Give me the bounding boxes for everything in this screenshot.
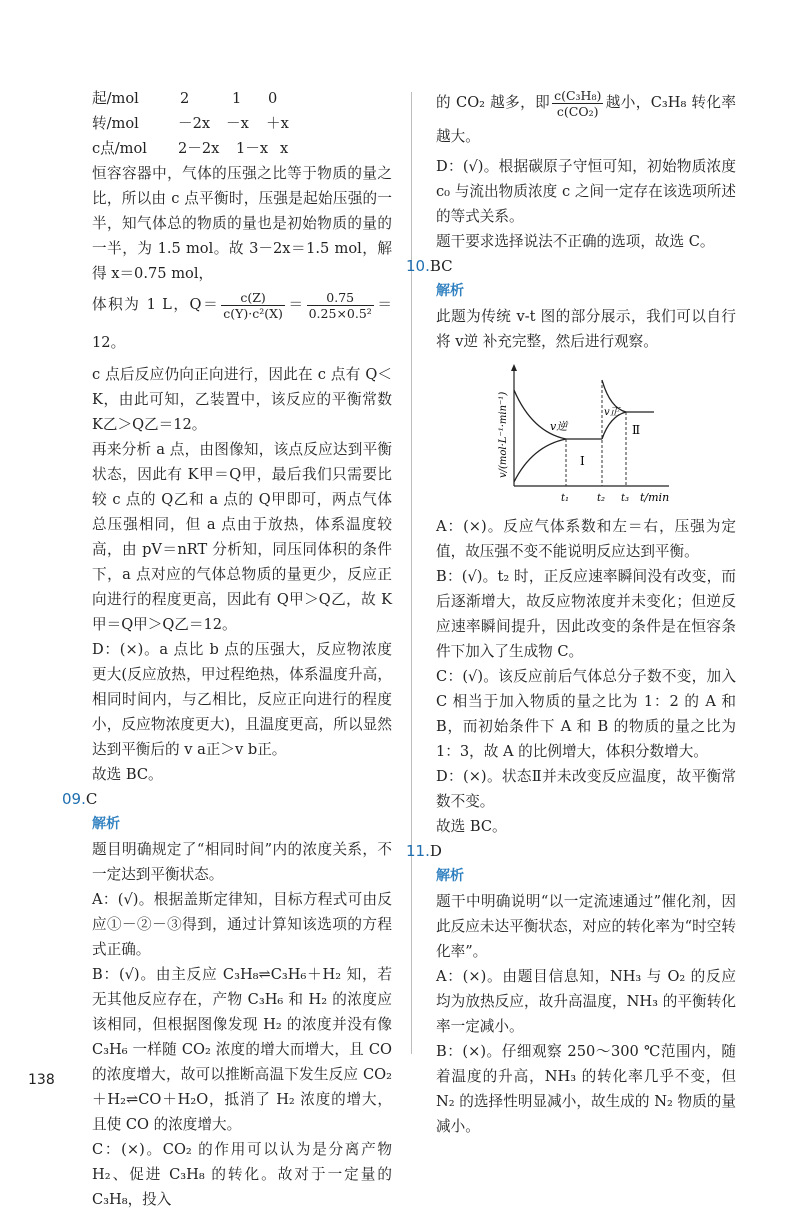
- question-heading: [406, 839, 736, 864]
- paragraph: [92, 286, 392, 362]
- paragraph: 故选 BC。: [92, 766, 163, 783]
- cell: 1－x: [236, 140, 269, 157]
- numerator: c(C₃H₈): [554, 87, 602, 103]
- row-label: c点/mol: [92, 140, 147, 157]
- fraction: [552, 88, 603, 119]
- paragraph: B：(√)。t₂ 时，正反应速率瞬间没有改变，而后逐渐增大，故反应物浓度并未变化；但逆反应速率瞬间提升，因此改变的条件是在恒容条件下加入了生成物 C。: [436, 568, 736, 660]
- paragraph: A：(×)。反应气体系数和左＝右，压强为定值，故压强不变不能说明反应达到平衡。: [436, 518, 736, 560]
- numerator: c(Z): [221, 290, 285, 306]
- analysis-label: 解析: [436, 868, 464, 884]
- question-answer: C: [85, 790, 98, 808]
- vt-graph: [494, 360, 694, 510]
- denominator: c(CO₂): [556, 103, 599, 119]
- cell: 0: [268, 90, 278, 107]
- row-label: 转/mol: [92, 115, 139, 132]
- paragraph: D：(×)。a 点比 b 点的压强大，反应物浓度更大(反应放热，甲过程绝热，体系温度升高，相同时间内，与乙相比，反应正向进行的程度小，反应物浓度更大)，且温度更高，所以显然达到平衡后的 v a正＞v b正。: [92, 641, 392, 758]
- t2-label: t₂: [597, 493, 606, 504]
- t3-label: t₃: [621, 493, 630, 504]
- cell: －2x: [178, 115, 211, 132]
- text: 的 CO₂ 越多，即: [436, 94, 551, 111]
- paragraph: D：(×)。状态Ⅱ并未改变反应温度，故平衡常数不变。: [436, 768, 736, 810]
- denominator: c(Y)·c²(X): [223, 305, 283, 321]
- text: ＝12。: [92, 296, 392, 351]
- paragraph: A：(×)。由题目信息知，NH₃ 与 O₂ 的反应均为放热反应，故升高温度，NH₃ 的平衡转化率一定减小。: [436, 968, 736, 1035]
- paragraph: C：(√)。该反应前后气体总分子数不变，加入 C 相当于加入物质的量之比为 1：2 的 A 和 B，而初始条件下 A 和 B 的物质的量之比为 1：3，故 A 的比例增大，体积分数增大。: [436, 668, 736, 760]
- text: 越小，C₃H₈ 转化率越大。: [436, 94, 736, 145]
- v-zheng-curve: [514, 439, 566, 482]
- row-label: 起/mol: [92, 90, 139, 107]
- question-heading: [406, 254, 736, 279]
- paragraph: D：(√)。根据碳原子守恒可知，初始物质浓度 c₀ 与流出物质浓度 c 之间一定存在该选项所述的等式关系。: [436, 158, 736, 225]
- paragraph: 题目明确规定了“相同时间”内的浓度关系，不一定达到平衡状态。: [92, 841, 392, 883]
- left-column: [62, 86, 392, 1212]
- paragraph: 题干中明确说明“以一定流速通过”催化剂，因此反应未达平衡状态，对应的转化率为“时空转化率”。: [436, 893, 736, 960]
- table-row: [92, 111, 392, 136]
- analysis-label: 解析: [92, 816, 120, 832]
- cell: x: [280, 140, 289, 157]
- paragraph: 故选 BC。: [436, 818, 507, 835]
- question-heading: [62, 787, 392, 812]
- y-axis-label: v/(mol·L⁻¹·min⁻¹): [498, 391, 509, 478]
- table-row: [92, 136, 392, 161]
- question-number: 09.: [62, 790, 86, 808]
- right-column: [406, 86, 736, 1139]
- paragraph: A：(√)。根据盖斯定律知，目标方程式可由反应①－②－③得到，通过计算知该选项的方程式正确。: [92, 891, 392, 958]
- paragraph: 此题为传统 v-t 图的部分展示，我们可以自行将 v逆 补充完整，然后进行观察。: [436, 308, 736, 350]
- t1-label: t₁: [561, 493, 570, 504]
- cell: 2－2x: [178, 140, 220, 157]
- text: 体积为 1 L，Q＝: [92, 296, 220, 313]
- question-number: 11.: [406, 842, 430, 860]
- numerator: 0.75: [307, 290, 374, 306]
- region-1-label: Ⅰ: [580, 454, 585, 468]
- fraction: [221, 290, 285, 321]
- column-divider: [411, 92, 412, 1054]
- v-zheng-label: v正: [604, 407, 620, 418]
- text: ＝: [286, 296, 305, 313]
- table-row: [92, 86, 392, 111]
- paragraph: [436, 86, 736, 154]
- question-answer: D: [429, 842, 442, 860]
- cell: ＋x: [266, 115, 289, 132]
- paragraph: C：(×)。CO₂ 的作用可以认为是分离产物 H₂、促进 C₃H₈ 的转化。故对于一定量的 C₃H₈，投入: [92, 1141, 392, 1208]
- paragraph: B：(√)。由主反应 C₃H₈⇌C₃H₆＋H₂ 知，若无其他反应存在，产物 C₃H₆ 和 H₂ 的浓度应该相同，但根据图像发现 H₂ 的浓度并没有像 C₃H₆ 一样随 CO₂ 浓度的增大而增大，且 CO 的浓度增大，故可以推断高温下发生反应 CO₂＋H₂⇌CO＋H₂O，抵消了 H₂ 浓度的增大，且使 CO 的浓度增大。: [92, 966, 392, 1133]
- paragraph: c 点后反应仍向正向进行，因此在 c 点有 Q＜K，由此可知，乙装置中，该反应的平衡常数 K乙＞Q乙＝12。: [92, 366, 392, 433]
- cell: 2: [180, 90, 190, 107]
- y-axis-arrow: [511, 364, 517, 371]
- question-answer: BC: [429, 257, 453, 275]
- paragraph: 再来分析 a 点，由图像知，该点反应达到平衡状态，因此有 K甲＝Q甲，最后我们只需要比较 c 点的 Q乙和 a 点的 Q甲即可，两点气体总压强相同，但 a 点由于放热，体系温度较高，由 pV＝nRT 分析知，同压同体积的条件下，a 点对应的气体总物质的量更少，反应正向进行的程度更高，因此有 Q甲＞Q乙，故 K甲＝Q甲＞Q乙＝12。: [92, 441, 392, 633]
- denominator: 0.25×0.5²: [308, 305, 372, 321]
- analysis-label: 解析: [436, 283, 464, 299]
- paragraph: B：(×)。仔细观察 250～300 ℃范围内，随着温度的升高，NH₃ 的转化率几乎不变，但 N₂ 的选择性明显减小，故生成的 N₂ 物质的量减小。: [436, 1043, 736, 1135]
- cell: －x: [226, 115, 249, 132]
- region-2-label: Ⅱ: [632, 423, 641, 437]
- question-number: 10.: [406, 257, 430, 275]
- paragraph: 题干要求选择说法不正确的选项，故选 C。: [436, 233, 715, 250]
- page-number: 138: [28, 1072, 55, 1088]
- fraction: [307, 290, 374, 321]
- cell: 1: [232, 90, 242, 107]
- v-ni-label: v逆: [550, 420, 568, 433]
- x-axis-label: t/min: [640, 491, 670, 504]
- paragraph: 恒容容器中，气体的压强之比等于物质的量之比，所以由 c 点平衡时，压强是起始压强的一半，知气体总的物质的量也是初始物质的量的一半，为 1.5 mol。故 3－2x＝1.5 mol，解得 x＝0.75 mol，: [92, 165, 392, 282]
